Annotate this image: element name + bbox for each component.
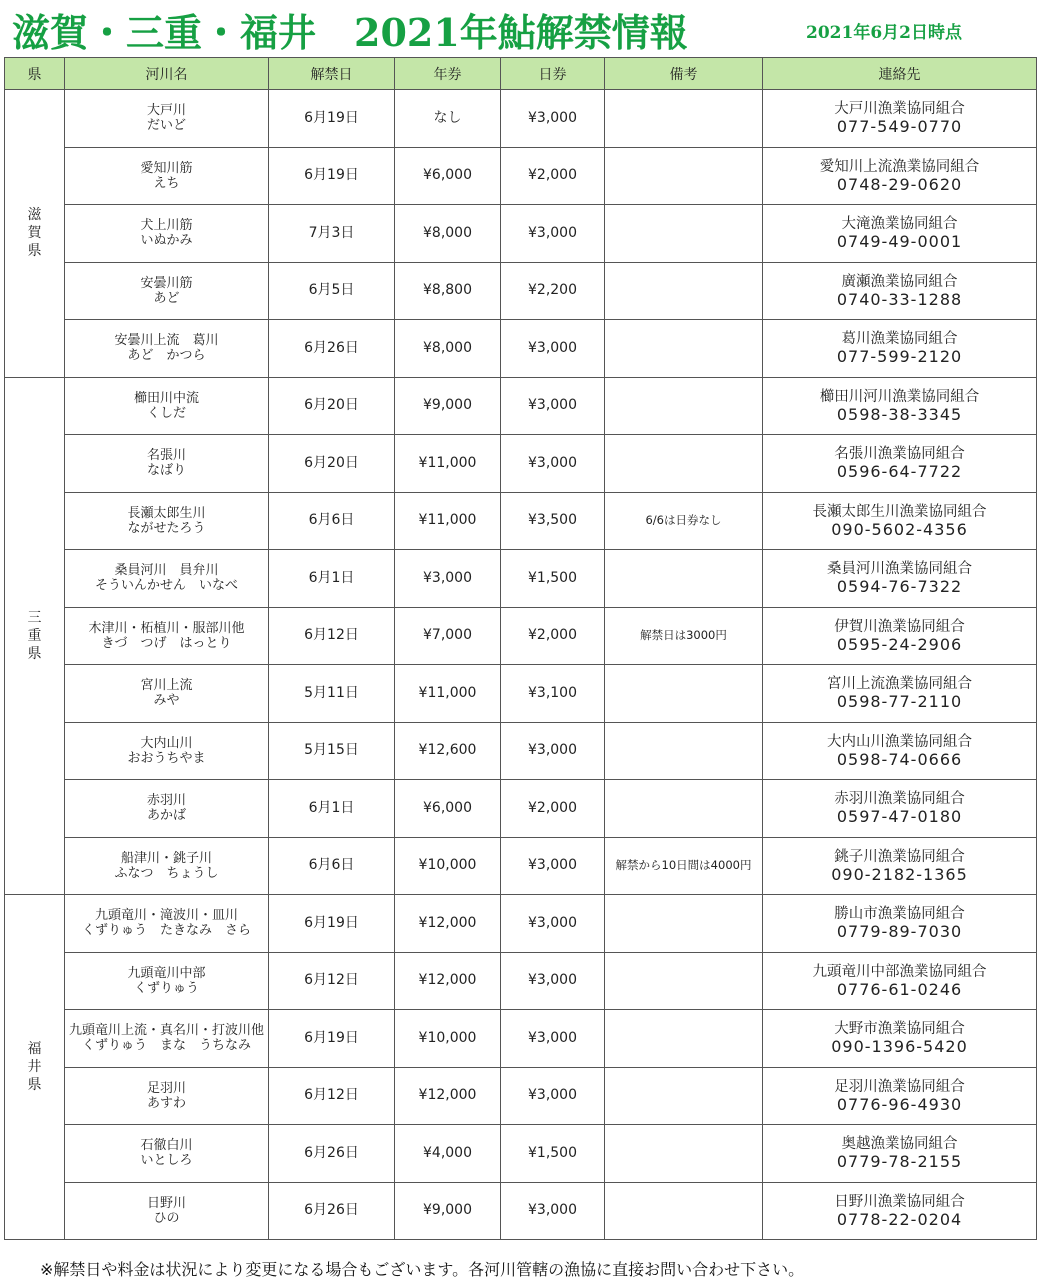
phone-number: 0596-64-7722 [836,462,963,482]
daily-ticket-cell: ¥1,500 [501,1125,605,1183]
daily-ticket-cell: ¥1,500 [501,550,605,608]
contact-cell [763,722,1037,780]
river-cell [65,435,269,493]
ayu-season-table [4,57,1037,1240]
river-reading: そういんかせん いなべ [94,578,238,594]
phone-number: 090-1396-5420 [831,1037,968,1057]
table-row [5,780,1037,838]
contact-cell [763,90,1037,148]
col-header-pref: 県 [5,58,65,90]
table-row [5,1067,1037,1125]
annual-ticket-cell: ¥10,000 [395,1010,501,1068]
annual-ticket-cell: ¥8,800 [395,262,501,320]
cooperative-name: 大滝漁業協同組合 [841,216,958,233]
table-row [5,205,1037,263]
page-title: 滋賀・三重・福井 2021年鮎解禁情報 [12,10,688,55]
contact-cell [763,607,1037,665]
contact-cell [763,1067,1037,1125]
table-row [5,837,1037,895]
contact-cell [763,1125,1037,1183]
table-row [5,607,1037,665]
open-date-cell: 6月1日 [269,780,395,838]
phone-number: 077-549-0770 [836,117,963,137]
river-cell [65,377,269,435]
river-name: 足羽川 [146,1080,186,1096]
note-cell [605,1067,763,1125]
phone-number: 0594-76-7322 [836,577,963,597]
table-row [5,952,1037,1010]
annual-ticket-cell: ¥12,000 [395,895,501,953]
cooperative-name: 桑員河川漁業協同組合 [827,561,972,578]
note-cell [605,377,763,435]
col-header-date: 解禁日 [269,58,395,90]
annual-ticket-cell: ¥11,000 [395,492,501,550]
cooperative-name: 九頭竜川中部漁業協同組合 [812,963,987,980]
contact-cell [763,492,1037,550]
river-name: 犬上川筋 [140,218,193,234]
note-cell [605,550,763,608]
prefecture-cell [5,377,65,895]
note-cell [605,90,763,148]
cooperative-name: 銚子川漁業協同組合 [834,848,965,865]
footer-note: ※解禁日や料金は状況により変更になる場合もございます。各河川管轄の漁協に直接お問い合わせ下さい。 [40,1260,805,1279]
contact-cell [763,205,1037,263]
open-date-cell: 6月20日 [269,377,395,435]
annual-ticket-cell: ¥6,000 [395,780,501,838]
annual-ticket-cell: ¥11,000 [395,665,501,723]
contact-cell [763,435,1037,493]
col-header-river: 河川名 [65,58,269,90]
cooperative-name: 奥越漁業協同組合 [841,1136,958,1153]
cooperative-name: 大野市漁業協同組合 [834,1021,965,1038]
phone-number: 0598-77-2110 [836,692,963,712]
daily-ticket-cell: ¥3,000 [501,377,605,435]
note-cell [605,262,763,320]
note-cell [605,1182,763,1240]
phone-number: 0776-61-0246 [836,979,963,999]
prefecture-name: 滋賀県 [27,207,42,260]
open-date-cell: 5月11日 [269,665,395,723]
daily-ticket-cell: ¥2,000 [501,607,605,665]
daily-ticket-cell: ¥3,000 [501,90,605,148]
river-cell [65,205,269,263]
daily-ticket-cell: ¥3,000 [501,320,605,378]
river-name: 安曇川筋 [140,275,193,291]
river-reading: だいど [146,118,186,134]
river-name: 安曇川上流 葛川 [114,333,219,349]
note-cell [605,780,763,838]
river-name: 大内山川 [140,735,193,751]
table-row [5,1125,1037,1183]
river-cell [65,320,269,378]
open-date-cell: 6月19日 [269,895,395,953]
daily-ticket-cell: ¥2,000 [501,147,605,205]
table-body [5,90,1037,1240]
table-row [5,1010,1037,1068]
river-cell [65,262,269,320]
river-cell [65,147,269,205]
open-date-cell: 6月6日 [269,492,395,550]
river-name: 大戸川 [146,103,186,119]
river-reading: おおうちやま [127,750,206,766]
daily-ticket-cell: ¥3,000 [501,435,605,493]
contact-cell [763,1182,1037,1240]
river-cell [65,1125,269,1183]
contact-cell [763,320,1037,378]
river-reading: ながせたろう [127,520,206,536]
river-reading: くずりゅう たきなみ さら [81,923,251,939]
river-name: 長瀬太郎生川 [127,505,206,521]
cooperative-name: 名張川漁業協同組合 [834,446,965,463]
note-cell [605,435,763,493]
table-row [5,492,1037,550]
river-cell [65,550,269,608]
river-name: 船津川・銚子川 [120,850,212,866]
cooperative-name: 赤羽川漁業協同組合 [834,791,965,808]
open-date-cell: 6月12日 [269,952,395,1010]
open-date-cell: 5月15日 [269,722,395,780]
daily-ticket-cell: ¥3,000 [501,205,605,263]
daily-ticket-cell: ¥2,200 [501,262,605,320]
river-name: 九頭竜川中部 [127,965,206,981]
cooperative-name: 櫛田川河川漁業協同組合 [819,388,980,405]
open-date-cell: 6月6日 [269,837,395,895]
river-reading: くずりゅう まな うちなみ [81,1038,251,1054]
cooperative-name: 宮川上流漁業協同組合 [827,676,972,693]
contact-cell [763,952,1037,1010]
annual-ticket-cell: ¥6,000 [395,147,501,205]
river-reading: きづ つげ はっとり [101,635,232,651]
river-reading: みや [153,693,180,709]
river-cell [65,492,269,550]
contact-cell [763,147,1037,205]
annual-ticket-cell: ¥11,000 [395,435,501,493]
open-date-cell: 6月26日 [269,1182,395,1240]
cooperative-name: 愛知川上流漁業協同組合 [819,158,980,175]
annual-ticket-cell: ¥12,600 [395,722,501,780]
daily-ticket-cell: ¥3,000 [501,1010,605,1068]
cooperative-name: 廣瀬漁業協同組合 [841,273,958,290]
contact-cell [763,665,1037,723]
note-cell [605,952,763,1010]
note-cell [605,205,763,263]
note-cell [605,895,763,953]
phone-number: 0598-74-0666 [836,749,963,769]
header-row [5,58,1037,90]
cooperative-name: 日野川漁業協同組合 [834,1193,965,1210]
cooperative-name: 大戸川漁業協同組合 [834,101,965,118]
river-reading: あど かつら [127,348,206,364]
annual-ticket-cell: ¥7,000 [395,607,501,665]
table-row [5,377,1037,435]
cooperative-name: 伊賀川漁業協同組合 [834,618,965,635]
river-reading: いとしろ [140,1153,193,1169]
river-reading: なばり [146,463,186,479]
open-date-cell: 6月26日 [269,1125,395,1183]
river-reading: えち [153,175,180,191]
contact-cell [763,550,1037,608]
phone-number: 0740-33-1288 [836,289,963,309]
prefecture-cell [5,895,65,1240]
note-cell [605,722,763,780]
table-row [5,435,1037,493]
cooperative-name: 長瀬太郎生川漁業協同組合 [812,503,987,520]
river-cell [65,722,269,780]
river-cell [65,90,269,148]
river-cell [65,665,269,723]
river-name: 桑員河川 員弁川 [114,563,219,579]
river-cell [65,837,269,895]
note-cell: 解禁日は3000円 [605,607,763,665]
note-cell [605,665,763,723]
contact-cell [763,1010,1037,1068]
river-reading: ふなつ ちょうし [114,865,219,881]
river-name: 九頭竜川上流・真名川・打波川他 [68,1023,264,1039]
col-header-note: 備考 [605,58,763,90]
phone-number: 0597-47-0180 [836,807,963,827]
daily-ticket-cell: ¥3,000 [501,1182,605,1240]
river-reading: くしだ [146,405,186,421]
open-date-cell: 6月19日 [269,147,395,205]
phone-number: 0779-78-2155 [836,1152,963,1172]
note-cell [605,1125,763,1183]
river-reading: あど [153,290,180,306]
phone-number: 077-599-2120 [836,347,963,367]
open-date-cell: 7月3日 [269,205,395,263]
daily-ticket-cell: ¥3,000 [501,722,605,780]
open-date-cell: 6月1日 [269,550,395,608]
col-header-contact: 連絡先 [763,58,1037,90]
phone-number: 0598-38-3345 [836,404,963,424]
cooperative-name: 足羽川漁業協同組合 [834,1078,965,1095]
daily-ticket-cell: ¥3,000 [501,952,605,1010]
cooperative-name: 葛川漁業協同組合 [841,331,958,348]
table-row [5,895,1037,953]
note-cell: 解禁から10日間は4000円 [605,837,763,895]
phone-number: 0748-29-0620 [836,174,963,194]
annual-ticket-cell: ¥4,000 [395,1125,501,1183]
title-bar [0,0,1040,56]
table-row [5,147,1037,205]
river-reading: あすわ [146,1095,186,1111]
contact-cell [763,377,1037,435]
daily-ticket-cell: ¥3,500 [501,492,605,550]
phone-number: 090-5602-4356 [831,519,968,539]
river-name: 日野川 [146,1195,186,1211]
daily-ticket-cell: ¥3,000 [501,1067,605,1125]
annual-ticket-cell: ¥12,000 [395,952,501,1010]
river-name: 木津川・柘植川・服部川他 [88,620,245,636]
col-header-annual: 年券 [395,58,501,90]
river-cell [65,1182,269,1240]
table-row [5,1182,1037,1240]
note-cell [605,1010,763,1068]
river-cell [65,780,269,838]
river-name: 愛知川筋 [140,160,193,176]
open-date-cell: 6月12日 [269,607,395,665]
contact-cell [763,780,1037,838]
contact-cell [763,895,1037,953]
prefecture-name: 三重県 [27,609,42,662]
river-cell [65,895,269,953]
note-cell: 6/6は日券なし [605,492,763,550]
prefecture-cell [5,90,65,378]
open-date-cell: 6月26日 [269,320,395,378]
annual-ticket-cell: ¥3,000 [395,550,501,608]
river-cell [65,1010,269,1068]
river-reading: ひの [153,1210,180,1226]
note-cell [605,147,763,205]
river-cell [65,952,269,1010]
river-name: 赤羽川 [146,793,186,809]
river-name: 九頭竜川・滝波川・皿川 [94,908,238,924]
annual-ticket-cell: ¥10,000 [395,837,501,895]
river-reading: いぬかみ [140,233,193,249]
annual-ticket-cell: ¥9,000 [395,1182,501,1240]
contact-cell [763,837,1037,895]
cooperative-name: 勝山市漁業協同組合 [834,906,965,923]
contact-cell [763,262,1037,320]
open-date-cell: 6月19日 [269,90,395,148]
river-name: 石徹白川 [140,1138,193,1154]
river-reading: あかば [146,808,186,824]
phone-number: 090-2182-1365 [831,864,968,884]
table-row [5,665,1037,723]
annual-ticket-cell: ¥9,000 [395,377,501,435]
open-date-cell: 6月12日 [269,1067,395,1125]
open-date-cell: 6月5日 [269,262,395,320]
note-cell [605,320,763,378]
phone-number: 0779-89-7030 [836,922,963,942]
river-cell [65,607,269,665]
river-cell [65,1067,269,1125]
annual-ticket-cell: ¥8,000 [395,320,501,378]
daily-ticket-cell: ¥3,000 [501,895,605,953]
col-header-daily: 日券 [501,58,605,90]
table-row [5,722,1037,780]
cooperative-name: 大内山川漁業協同組合 [827,733,972,750]
river-name: 宮川上流 [140,678,193,694]
phone-number: 0778-22-0204 [836,1209,963,1229]
phone-number: 0595-24-2906 [836,634,963,654]
open-date-cell: 6月19日 [269,1010,395,1068]
open-date-cell: 6月20日 [269,435,395,493]
daily-ticket-cell: ¥3,000 [501,837,605,895]
table-row [5,320,1037,378]
river-name: 櫛田川中流 [133,390,199,406]
annual-ticket-cell: ¥8,000 [395,205,501,263]
table-row [5,90,1037,148]
table-row [5,262,1037,320]
river-reading: くずりゅう [133,980,199,996]
annual-ticket-cell: なし [395,90,501,148]
river-name: 名張川 [146,448,186,464]
daily-ticket-cell: ¥2,000 [501,780,605,838]
annual-ticket-cell: ¥12,000 [395,1067,501,1125]
phone-number: 0749-49-0001 [836,232,963,252]
prefecture-name: 福井県 [27,1041,42,1093]
daily-ticket-cell: ¥3,100 [501,665,605,723]
as-of-date: 2021年6月2日時点 [806,23,962,43]
table-row [5,550,1037,608]
phone-number: 0776-96-4930 [836,1094,963,1114]
